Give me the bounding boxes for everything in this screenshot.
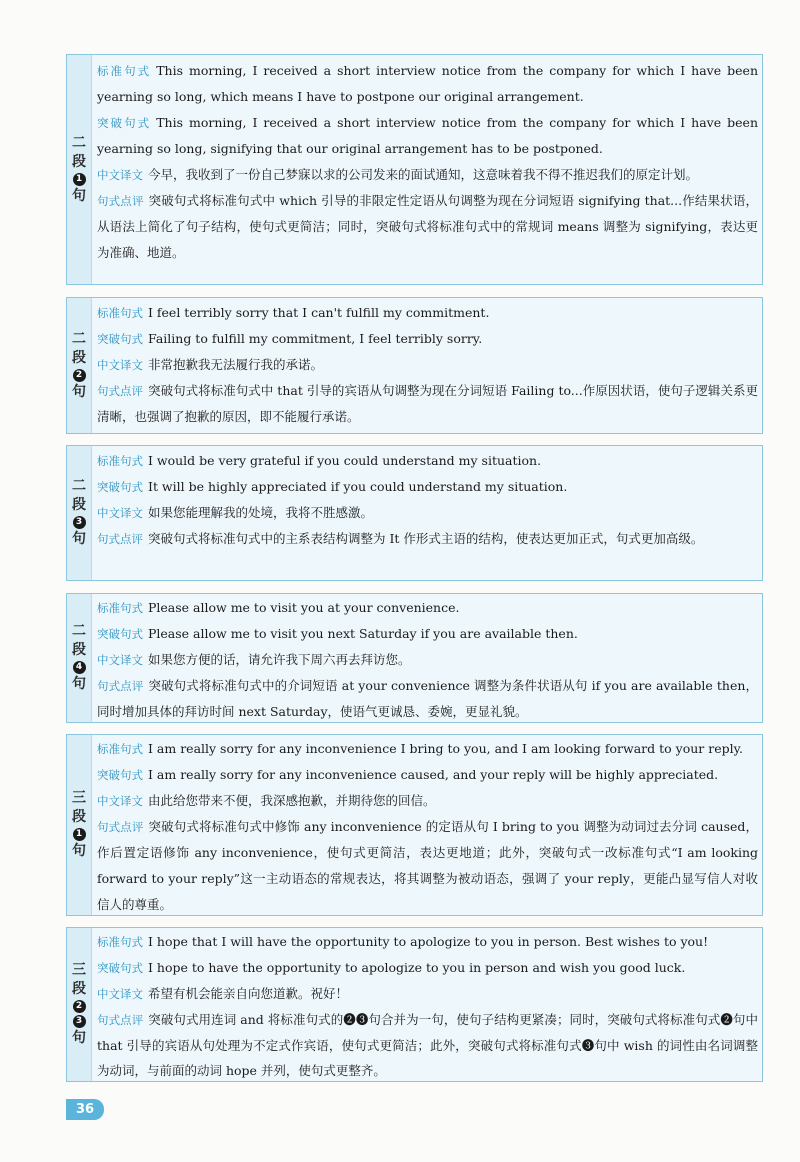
sentence-id-char: 句 [72, 531, 86, 547]
breakthrough-row [97, 955, 758, 981]
sentence-number-badge: 2 [73, 369, 86, 382]
sentence-id-strip [67, 298, 92, 433]
translation-label: 中文译文 [97, 653, 143, 667]
comment-text: 突破句式用连词 and 将标准句式的❷❸句合并为一句，使句子结构更紧凑；同时，突破句式将标准句式❷句中 that 引导的宾语从句处理为不定式作宾语，使句式更简洁；此外，突破句式将标准句式❸句中 wish 的词性由名词调整为动词，与前面的动词 hope 并列，使句式更整齐。 [97, 1012, 758, 1078]
standard-text: I am really sorry for any inconvenience I bring to you, and I am looking forward to your reply. [148, 741, 743, 756]
sentence-id-char: 段 [72, 981, 86, 997]
comment-text: 突破句式将标准句式中的主系表结构调整为 It 作形式主语的结构，使表达更加正式，句式更加高级。 [148, 531, 704, 546]
standard-label: 标准句式 [97, 601, 143, 615]
sentence-id-char: 句 [72, 187, 86, 204]
sentence-id-char: 句 [72, 676, 86, 692]
sentence-number-badge: 3 [73, 516, 86, 529]
translation-text: 如果您能理解我的处境，我将不胜感激。 [148, 505, 374, 520]
sentence-id-char: 段 [72, 153, 86, 170]
comment-label: 句式点评 [97, 820, 144, 834]
comment-row [97, 378, 758, 430]
breakthrough-row [97, 474, 758, 500]
sentence-content [97, 735, 758, 915]
sentence-id-char: 句 [72, 843, 86, 859]
standard-row [97, 929, 758, 955]
sentence-id-char: 三 [72, 962, 86, 978]
comment-text: 突破句式将标准句式中 that 引导的宾语从句调整为现在分词短语 Failing to...作原因状语，使句子逻辑关系更清晰，也强调了抱歉的原因，即不能履行承诺。 [97, 383, 758, 424]
comment-label: 句式点评 [97, 1013, 144, 1027]
sentence-id-char: 段 [72, 349, 86, 366]
sentence-number-badge: 4 [73, 661, 86, 674]
standard-text: I hope that I will have the opportunity to apologize to you in person. Best wishes to you! [148, 934, 709, 949]
standard-row [97, 300, 758, 326]
sentence-id-char: 句 [72, 1030, 86, 1046]
comment-text: 突破句式将标准句式中修饰 any inconvenience 的定语从句 I bring to you 调整为动词过去分词 caused，作后置定语修饰 any inconvenience，使句式更简洁，表达更地道；此外，突破句式一改标准句式“I am looking forward to your reply”这一主动语态的常规表达，将其调整为被动语态，强调了 your reply，更能凸显写信人对收信人的尊重。 [97, 819, 759, 912]
comment-row [97, 1007, 758, 1083]
sentence-box [66, 734, 763, 916]
breakthrough-row [97, 326, 758, 352]
sentence-content [97, 446, 758, 580]
page-number: 36 [66, 1099, 104, 1120]
breakthrough-text: I hope to have the opportunity to apologize to you in person and wish you good luck. [148, 960, 686, 975]
translation-text: 如果您方便的话，请允许我下周六再去拜访您。 [148, 652, 411, 667]
comment-label: 句式点评 [97, 679, 144, 693]
translation-text: 希望有机会能亲自向您道歉。祝好！ [148, 986, 349, 1001]
standard-row [97, 736, 758, 762]
breakthrough-text: Please allow me to visit you next Saturday if you are available then. [148, 626, 578, 641]
sentence-box [66, 54, 763, 285]
breakthrough-label: 突破句式 [97, 768, 143, 782]
standard-text: This morning, I received a short interview notice from the company for which I have been yearning so long, which means I have to postpone our original arrangement. [97, 63, 758, 104]
standard-label: 标准句式 [97, 742, 143, 756]
comment-label: 句式点评 [97, 384, 144, 398]
translation-row [97, 981, 758, 1007]
standard-label: 标准句式 [97, 306, 143, 320]
comment-label: 句式点评 [97, 532, 143, 546]
comment-text: 突破句式将标准句式中的介词短语 at your convenience 调整为条件状语从句 if you are available then，同时增加具体的拜访时间 next Saturday，使语气更诚恳、委婉，更显礼貌。 [97, 678, 758, 719]
comment-label: 句式点评 [97, 194, 144, 208]
translation-label: 中文译文 [97, 358, 143, 372]
breakthrough-text: Failing to fulfill my commitment, I feel terribly sorry. [148, 331, 483, 346]
breakthrough-text: This morning, I received a short interview notice from the company for which I have been yearning so long, signifying that our original arrangement has to be postponed. [97, 115, 758, 156]
sentence-id-strip [67, 55, 92, 284]
sentence-box [66, 593, 763, 723]
sentence-id-char: 三 [72, 790, 86, 806]
sentence-box [66, 445, 763, 581]
sentence-number-badge: 1 [73, 828, 86, 841]
standard-text: I would be very grateful if you could understand my situation. [148, 453, 542, 468]
breakthrough-text: It will be highly appreciated if you could understand my situation. [148, 479, 568, 494]
sentence-number-badge: 3 [73, 1015, 86, 1028]
sentence-id-char: 二 [72, 330, 86, 347]
standard-label: 标准句式 [97, 64, 152, 78]
sentence-id-strip [67, 928, 92, 1081]
translation-text: 今早，我收到了一份自己梦寐以求的公司发来的面试通知，这意味着我不得不推迟我们的原定计划。 [148, 167, 699, 182]
sentence-id-char: 段 [72, 642, 86, 658]
standard-label: 标准句式 [97, 454, 143, 468]
standard-text: Please allow me to visit you at your convenience. [148, 600, 460, 615]
sentence-id-char: 二 [72, 623, 86, 639]
comment-row [97, 526, 758, 552]
sentence-box [66, 297, 763, 434]
translation-text: 由此给您带来不便，我深感抱歉，并期待您的回信。 [148, 793, 436, 808]
sentence-id-strip [67, 594, 92, 722]
comment-text: 突破句式将标准句式中 which 引导的非限定性定语从句调整为现在分词短语 signifying that...作结果状语，从语法上简化了句子结构，使句式更简洁；同时，突破句式将标准句式中的常规词 means 调整为 signifying，表达更为准确、地道。 [97, 193, 758, 260]
sentence-id-char: 二 [72, 134, 86, 151]
sentence-content [97, 55, 758, 284]
comment-row [97, 188, 758, 266]
sentence-id-strip [67, 735, 92, 915]
translation-label: 中文译文 [97, 794, 143, 808]
sentence-number-badge: 2 [73, 1000, 86, 1013]
breakthrough-label: 突破句式 [97, 332, 143, 346]
breakthrough-text: I am really sorry for any inconvenience caused, and your reply will be highly appreciated. [148, 767, 719, 782]
standard-row [97, 58, 758, 110]
sentence-content [97, 298, 758, 433]
sentence-id-strip [67, 446, 92, 580]
breakthrough-label: 突破句式 [97, 116, 152, 130]
translation-row [97, 162, 758, 188]
breakthrough-row [97, 762, 758, 788]
breakthrough-label: 突破句式 [97, 961, 143, 975]
translation-row [97, 647, 758, 673]
translation-row [97, 352, 758, 378]
sentence-content [97, 594, 758, 722]
breakthrough-label: 突破句式 [97, 480, 143, 494]
breakthrough-label: 突破句式 [97, 627, 143, 641]
sentence-id-char: 段 [72, 497, 86, 513]
sentence-id-char: 句 [72, 383, 86, 400]
sentence-number-badge: 1 [73, 173, 86, 186]
standard-label: 标准句式 [97, 935, 143, 949]
translation-text: 非常抱歉我无法履行我的承诺。 [148, 357, 324, 372]
translation-label: 中文译文 [97, 987, 143, 1001]
translation-label: 中文译文 [97, 168, 143, 182]
translation-row [97, 788, 758, 814]
breakthrough-row [97, 110, 758, 162]
sentence-box [66, 927, 763, 1082]
standard-text: I feel terribly sorry that I can't fulfill my commitment. [148, 305, 490, 320]
sentence-content [97, 928, 758, 1081]
breakthrough-row [97, 621, 758, 647]
translation-row [97, 500, 758, 526]
standard-row [97, 448, 758, 474]
sentence-id-char: 二 [72, 478, 86, 494]
sentence-id-char: 段 [72, 809, 86, 825]
translation-label: 中文译文 [97, 506, 143, 520]
standard-row [97, 595, 758, 621]
comment-row [97, 673, 758, 724]
comment-row [97, 814, 758, 918]
